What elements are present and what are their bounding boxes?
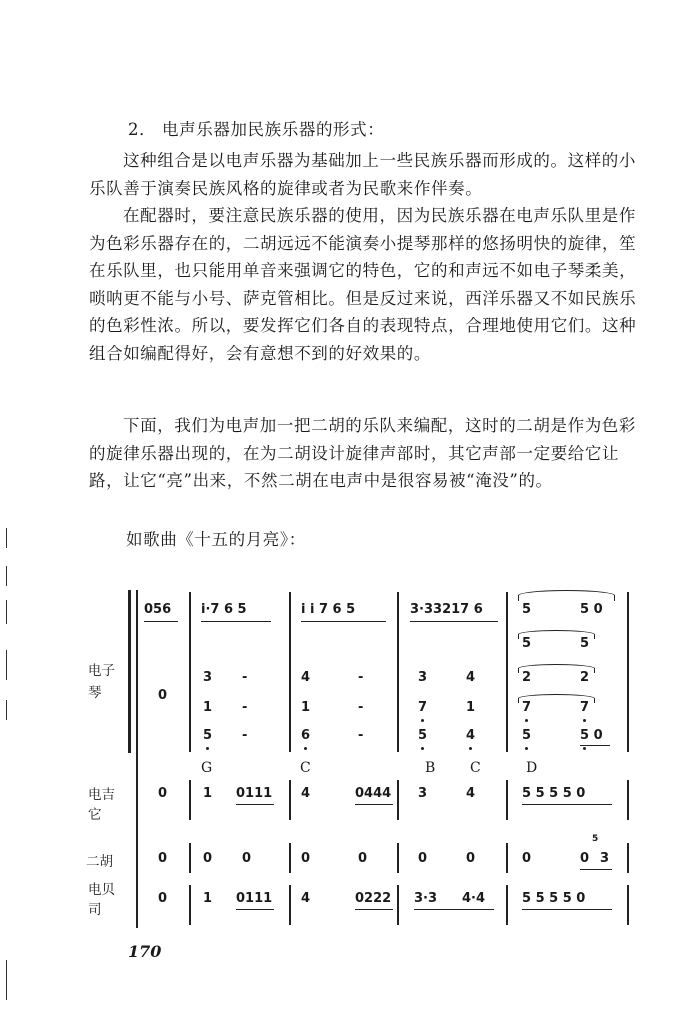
organ-note: 3 bbox=[418, 670, 428, 685]
organ-note: - bbox=[358, 700, 364, 715]
scan-margin-mark bbox=[6, 600, 7, 624]
instrument-bass: 电贝司 bbox=[88, 882, 115, 918]
octave-dot bbox=[525, 747, 528, 750]
example-label: 如歌曲《十五的月亮》： bbox=[126, 530, 306, 549]
organ-rest: 0 bbox=[158, 688, 168, 703]
barline bbox=[627, 780, 629, 820]
guitar-note: 0444 bbox=[355, 786, 392, 801]
beam-line bbox=[410, 621, 498, 622]
organ-note: 4 bbox=[466, 728, 476, 743]
scan-margin-mark bbox=[6, 528, 7, 548]
barline bbox=[189, 780, 191, 820]
paragraph-3-text: 下面，我们为电声加一把二胡的乐队来编配，这时的二胡是作为色彩的旋律乐器出现的，在为二胡设计旋律声部时，其它声部一定要给它让路，让它“亮”出来，不然二胡在电声中是很容易被“淹没”的。 bbox=[89, 416, 636, 491]
bass-note: 5 5 5 5 0 bbox=[522, 891, 586, 906]
organ-melody-note: 056 bbox=[144, 602, 172, 617]
organ-note: - bbox=[358, 728, 364, 743]
octave-dot bbox=[525, 719, 528, 722]
beam-line bbox=[236, 804, 274, 805]
tie-arc bbox=[518, 664, 595, 673]
organ-note: 7 bbox=[580, 700, 590, 715]
system-barline bbox=[136, 590, 138, 928]
bass-note: 0222 bbox=[355, 891, 392, 906]
barline bbox=[397, 592, 399, 752]
organ-note: 1 bbox=[203, 700, 213, 715]
bass-note: 4 bbox=[301, 891, 311, 906]
erhu-note: 0 bbox=[466, 851, 476, 866]
barline bbox=[627, 843, 629, 873]
instrument-guitar: 电吉它 bbox=[88, 787, 115, 823]
barline bbox=[289, 843, 291, 873]
organ-melody-note: i·7 6 5 bbox=[201, 602, 247, 617]
organ-note: 5 bbox=[418, 728, 428, 743]
organ-note: 3 bbox=[203, 670, 213, 685]
barline bbox=[506, 592, 508, 752]
organ-note: 4 bbox=[301, 670, 311, 685]
organ-note: 5 bbox=[522, 728, 532, 743]
barline bbox=[397, 885, 399, 925]
scan-margin-mark bbox=[6, 700, 7, 720]
beam-line bbox=[522, 804, 612, 805]
barline bbox=[289, 780, 291, 820]
organ-melody-note: 3·33217 6 bbox=[410, 602, 483, 617]
octave-dot bbox=[421, 719, 424, 722]
organ-note: - bbox=[358, 670, 364, 685]
erhu-grace-note: 5 bbox=[592, 834, 599, 844]
guitar-note: 1 bbox=[203, 786, 213, 801]
barline bbox=[189, 885, 191, 925]
organ-upper-note: 5 bbox=[522, 636, 532, 651]
bass-note: 4·4 bbox=[462, 891, 486, 906]
page-number: 170 bbox=[128, 942, 162, 961]
instrument-organ: 电子琴 bbox=[88, 663, 115, 701]
erhu-note: 0 bbox=[580, 851, 590, 866]
beam-line bbox=[355, 804, 393, 805]
instrument-erhu: 二胡 bbox=[86, 854, 113, 870]
beam-line bbox=[414, 909, 494, 910]
erhu-note: 0 bbox=[522, 851, 532, 866]
bass-note: 1 bbox=[203, 891, 213, 906]
organ-note: 1 bbox=[466, 700, 476, 715]
barline bbox=[506, 885, 508, 925]
organ-note: 7 bbox=[522, 700, 532, 715]
organ-note: - bbox=[242, 670, 248, 685]
tie-arc bbox=[518, 590, 615, 601]
tie-arc bbox=[518, 694, 595, 703]
paragraph-1-text: 这种组合是以电声乐器为基础加上一些民族乐器而形成的。这样的小乐队善于演奏民族风格的旋律或者为民歌来作伴奏。 bbox=[89, 151, 636, 198]
beam-line bbox=[522, 909, 612, 910]
bass-note: 0111 bbox=[236, 891, 273, 906]
scan-margin-mark bbox=[6, 650, 7, 680]
barline bbox=[506, 780, 508, 820]
organ-note: 5 bbox=[203, 728, 213, 743]
barline bbox=[189, 843, 191, 873]
beam-line bbox=[201, 621, 271, 622]
organ-note: 6 bbox=[301, 728, 311, 743]
paragraph-3 bbox=[89, 412, 645, 495]
scan-margin-mark bbox=[6, 566, 7, 586]
barline bbox=[289, 885, 291, 925]
chord-symbol: C bbox=[470, 760, 481, 776]
beam-line bbox=[144, 621, 178, 622]
erhu-note: 0 bbox=[242, 851, 252, 866]
scan-margin-mark bbox=[6, 960, 7, 1000]
beam-line bbox=[301, 621, 386, 622]
octave-dot bbox=[583, 719, 586, 722]
octave-dot bbox=[206, 747, 209, 750]
octave-dot bbox=[304, 747, 307, 750]
erhu-note: 0 bbox=[301, 851, 311, 866]
guitar-note: 0111 bbox=[236, 786, 273, 801]
barline bbox=[189, 592, 191, 752]
organ-melody-note: 5 bbox=[522, 602, 532, 617]
organ-note: 4 bbox=[466, 670, 476, 685]
erhu-note: 0 bbox=[158, 851, 168, 866]
beam-line bbox=[355, 909, 393, 910]
erhu-note: 0 bbox=[203, 851, 213, 866]
organ-upper-note: 5 bbox=[580, 636, 590, 651]
barline bbox=[397, 780, 399, 820]
guitar-note: 0 bbox=[158, 786, 168, 801]
tie-arc bbox=[518, 630, 595, 639]
erhu-note: 0 bbox=[358, 851, 368, 866]
erhu-note: 0 bbox=[418, 851, 428, 866]
guitar-note: 4 bbox=[301, 786, 311, 801]
organ-note: 5 0 bbox=[580, 728, 603, 743]
organ-note: 7 bbox=[418, 700, 428, 715]
octave-dot bbox=[583, 747, 586, 750]
organ-melody-note: 5 0 bbox=[580, 602, 603, 617]
paragraph-2 bbox=[89, 202, 645, 368]
page-heading: 2． 电声乐器加民族乐器的形式： bbox=[128, 120, 385, 139]
organ-note: 2 bbox=[580, 670, 590, 685]
organ-note: 2 bbox=[522, 670, 532, 685]
beam-line bbox=[580, 745, 610, 746]
guitar-note: 4 bbox=[466, 786, 476, 801]
organ-bracket bbox=[128, 590, 131, 753]
beam-line bbox=[236, 909, 274, 910]
guitar-note: 5 5 5 5 0 bbox=[522, 786, 586, 801]
octave-dot bbox=[421, 747, 424, 750]
organ-note: - bbox=[242, 700, 248, 715]
chord-symbol: C bbox=[300, 760, 311, 776]
organ-note: 1 bbox=[301, 700, 311, 715]
paragraph-2-text: 在配器时，要注意民族乐器的使用，因为民族乐器在电声乐队里是作为色彩乐器存在的，二胡远远不能演奏小提琴那样的悠扬明快的旋律，笙在乐队里，也只能用单音来强调它的特色，它的和声远不如电子琴柔美，唢呐更不能与小号、萨克管相比。但是反过来说，西洋乐器又不如民族乐的色彩性浓。所以，要发挥它们各自的表现特点，合理地使用它们。这种组合如编配得好，会有意想不到的好效果的。 bbox=[89, 206, 637, 363]
organ-melody-note: i i 7 6 5 bbox=[301, 602, 356, 617]
barline bbox=[627, 885, 629, 925]
chord-symbol: G bbox=[201, 760, 213, 776]
organ-note: - bbox=[242, 728, 248, 743]
bass-note: 0 bbox=[158, 891, 168, 906]
barline bbox=[506, 843, 508, 873]
chord-symbol: B bbox=[425, 760, 436, 776]
barline bbox=[627, 592, 629, 752]
erhu-note: 3 bbox=[600, 851, 610, 866]
chord-symbol: D bbox=[526, 760, 538, 776]
beam-line bbox=[580, 869, 612, 870]
bass-note: 3·3 bbox=[414, 891, 438, 906]
barline bbox=[397, 843, 399, 873]
barline bbox=[289, 592, 291, 752]
guitar-note: 3 bbox=[418, 786, 428, 801]
octave-dot bbox=[469, 747, 472, 750]
paragraph-1 bbox=[89, 147, 645, 202]
